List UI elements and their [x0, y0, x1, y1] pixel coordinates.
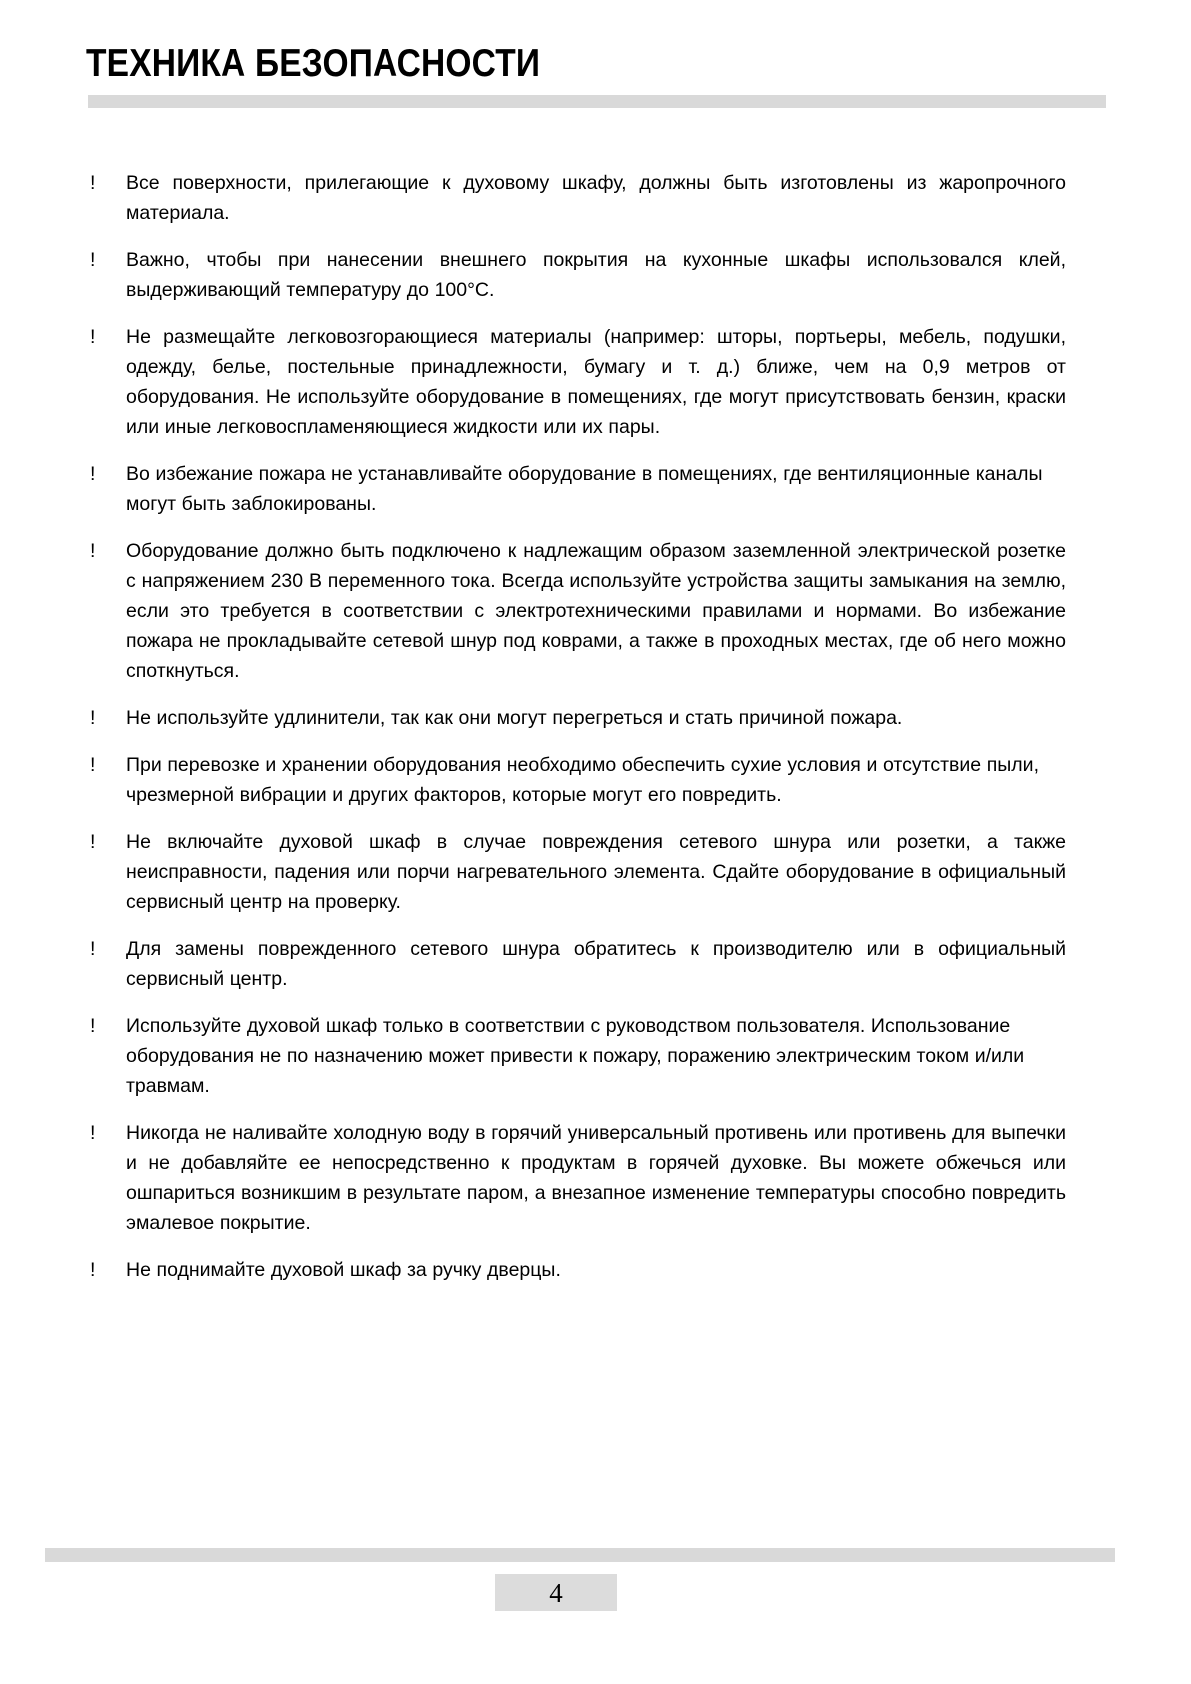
list-item-text: Для замены поврежденного сетевого шнура обратитесь к производителю или в официальный сервисный центр. [126, 938, 1066, 990]
header-divider-bar [88, 95, 1106, 108]
page-title: ТЕХНИКА БЕЗОПАСНОСТИ [86, 42, 541, 85]
exclamation-bullet-icon: ! [90, 1015, 96, 1037]
list-item-text: Используйте духовой шкаф только в соответствии с руководством пользователя. Использование оборудования не по назначению может привести к пожару, поражению электрическим током и/или травмам. [126, 1015, 1025, 1097]
list-item-text: Никогда не наливайте холодную воду в горячий универсальный противень или противень для выпечки и не добавляйте ее непосредственно к продуктам в горячей духовке. Вы можете обжечься или ошпариться возникшим в результате паром, а внезапное изменение температуры способно повредить эмалевое покрытие. [126, 1122, 1066, 1234]
exclamation-bullet-icon: ! [90, 249, 96, 271]
exclamation-bullet-icon: ! [90, 938, 96, 960]
list-item-text: Не размещайте легковозгорающиеся материалы (например: шторы, портьеры, мебель, подушки, одежду, белье, постельные принадлежности, бумагу и т. д.) ближе, чем на 0,9 метров от оборудования. Не используйте оборудование в помещениях, где могут присутствовать бензин, краски или иные легковоспламеняющиеся жидкости или их пары. [126, 326, 1066, 438]
list-item [90, 1255, 1066, 1285]
list-item [90, 245, 1066, 305]
list-item [90, 322, 1066, 442]
list-item-text: Не поднимайте духовой шкаф за ручку дверцы. [126, 1259, 561, 1281]
list-item [90, 536, 1066, 686]
list-item [90, 1011, 1066, 1101]
list-item-text: Важно, чтобы при нанесении внешнего покрытия на кухонные шкафы использовался клей, выдерживающий температуру до 100°С. [126, 249, 1066, 301]
exclamation-bullet-icon: ! [90, 1259, 96, 1281]
footer-divider-bar [45, 1548, 1115, 1562]
exclamation-bullet-icon: ! [90, 707, 96, 729]
exclamation-bullet-icon: ! [90, 463, 96, 485]
list-item [90, 827, 1066, 917]
list-item [90, 750, 1066, 810]
list-item [90, 934, 1066, 994]
exclamation-bullet-icon: ! [90, 172, 96, 194]
list-item-text: Не используйте удлинители, так как они могут перегреться и стать причиной пожара. [126, 707, 903, 729]
page-number-box [495, 1574, 617, 1611]
list-item-text: Во избежание пожара не устанавливайте оборудование в помещениях, где вентиляционные каналы могут быть заблокированы. [126, 463, 1043, 515]
list-item-text: Оборудование должно быть подключено к надлежащим образом заземленной электрической розетке с напряжением 230 В переменного тока. Всегда используйте устройства защиты замыкания на землю, если это требуется в соответствии с электротехническими правилами и нормами. Во избежание пожара не прокладывайте сетевой шнур под коврами, а также в проходных местах, где об него можно споткнуться. [126, 540, 1066, 682]
list-item-text: Все поверхности, прилегающие к духовому шкафу, должны быть изготовлены из жаропрочного материала. [126, 172, 1066, 224]
list-item-text: При перевозке и хранении оборудования необходимо обеспечить сухие условия и отсутствие пыли, чрезмерной вибрации и других факторов, которые могут его повредить. [126, 754, 1039, 806]
safety-content [0, 168, 1191, 1285]
list-item-text: Не включайте духовой шкаф в случае повреждения сетевого шнура или розетки, а также неисправности, падения или порчи нагревательного элемента. Сдайте оборудование в официальный сервисный центр на проверку. [126, 831, 1066, 913]
exclamation-bullet-icon: ! [90, 540, 96, 562]
exclamation-bullet-icon: ! [90, 831, 96, 853]
page-number: 4 [549, 1577, 563, 1608]
list-item [90, 168, 1066, 228]
list-item [90, 703, 1066, 733]
list-item [90, 459, 1066, 519]
exclamation-bullet-icon: ! [90, 754, 96, 776]
list-item [90, 1118, 1066, 1238]
exclamation-bullet-icon: ! [90, 326, 96, 348]
exclamation-bullet-icon: ! [90, 1122, 96, 1144]
safety-bullet-list [0, 168, 1191, 1285]
